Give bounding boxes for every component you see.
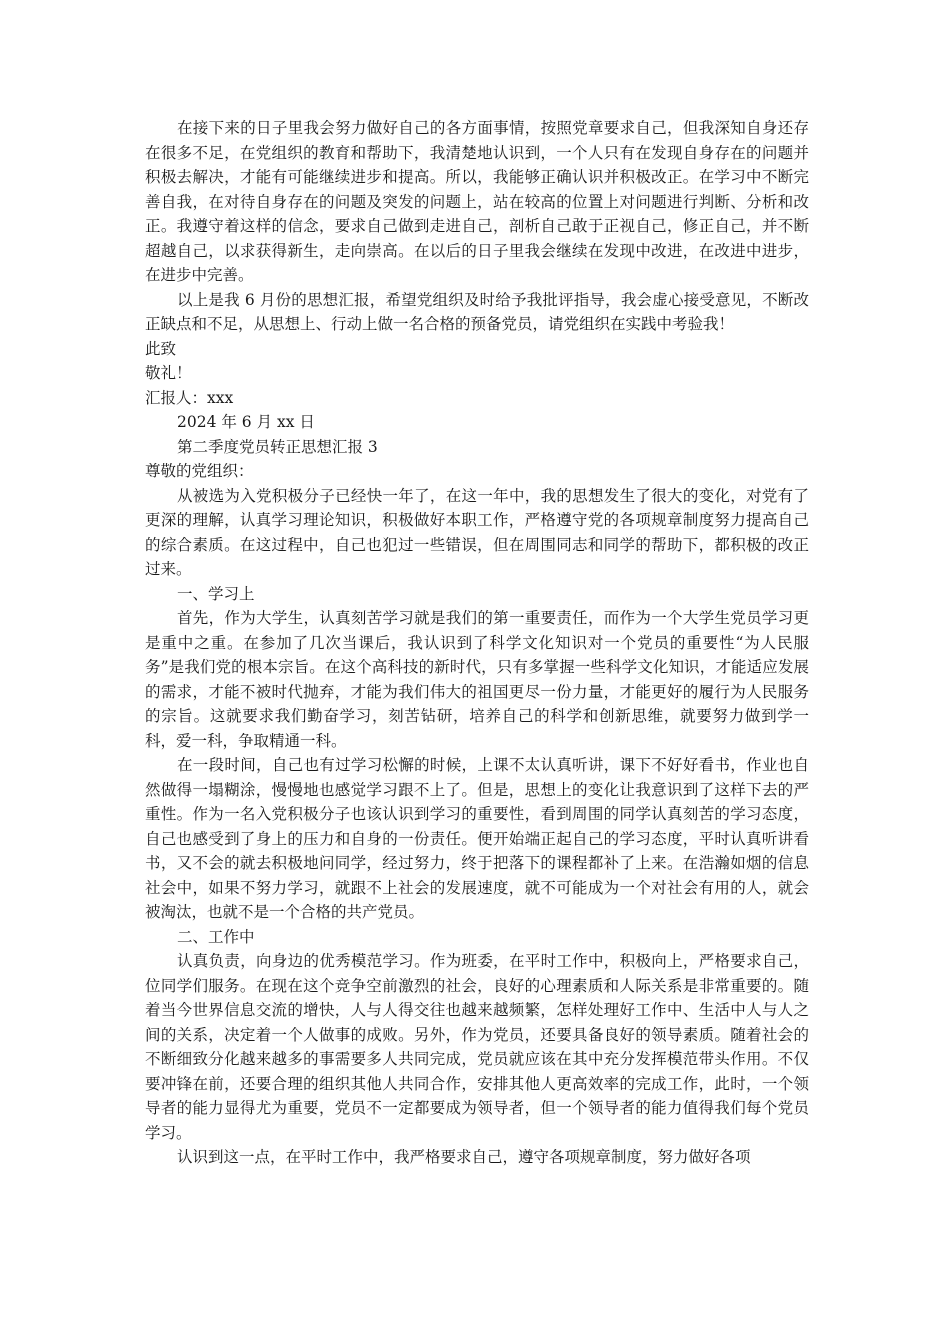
paragraph: 在接下来的日子里我会努力做好自己的各方面事情，按照党章要求自己，但我深知自身还存在很多不足，在党组织的教育和帮助下，我清楚地认识到，一个人只有在发现自身存在的问题并积极去解决，才能有可能继续进步和提高。所以，我能够正确认识并积极改正。在学习中不断完善自我，在对待自身存在的问题及突发的问题上，站在较高的位置上对问题进行判断、分析和改正。我遵守着这样的信念，要求自己做到走进自己，剖析自己敢于正视自己，修正自己，并不断超越自己，以求获得新生，走向崇高。在以后的日子里我会继续在发现中改进，在改进中进步，在进步中完善。: [145, 119, 809, 284]
closing-salute: 敬礼！: [145, 364, 192, 382]
paragraph: 认真负责，向身边的优秀模范学习。作为班委，在平时工作中，积极向上，严格要求自己，位同学们服务。在现在这个竞争空前激烈的社会，良好的心理素质和人际关系是非常重要的。随着当今世界信息交流的增快，人与人得交往也越来越频繁，怎样处理好工作中、生活中人与人之间的关系，决定着一个人做事的成败。另外，作为党员，还要具备良好的领导素质。随着社会的不断细致分化越来越多的事需要多人共同完成，党员就应该在其中充分发挥模范带头作用。不仅要冲锋在前，还要合理的组织其他人共同合作，安排其他人更高效率的完成工作，此时，一个领导者的能力显得尤为重要，党员不一定都要成为领导者，但一个领导者的能力值得我们每个党员学习。: [145, 952, 809, 1142]
paragraph: 首先，作为大学生，认真刻苦学习就是我们的第一重要责任，而作为一个大学生党员学习更是重中之重。在参加了几次当课后，我认识到了科学文化知识对一个党员的重要性“为人民服务”是我们党的根本宗旨。在这个高科技的新时代，只有多掌握一些科学文化知识，才能适应发展的需求，才能不被时代抛弃，才能为我们伟大的祖国更尽一份力量，才能更好的履行为人民服务的宗旨。这就要求我们勤奋学习，刻苦钻研，培养自己的科学和创新思维，就要努力做到学一科，爱一科，争取精通一科。: [145, 609, 809, 750]
section-title: 第二季度党员转正思想汇报 3: [177, 437, 378, 456]
section-heading-study: 一、学习上: [177, 584, 255, 603]
section-heading-work: 二、工作中: [177, 927, 255, 946]
report-date: 2024 年 6 月 xx 日: [177, 413, 315, 431]
paragraph: 在一段时间，自己也有过学习松懈的时候，上课不太认真听讲，课下不好好看书，作业也自然做得一塌糊涂，慢慢地也感觉学习跟不上了。但是，思想上的变化让我意识到了这样下去的严重性。作为一名入党积极分子也该认识到学习的重要性，看到周围的同学认真刻苦的学习态度，自己也感受到了身上的压力和自身的一份责任。便开始端正起自己的学习态度，平时认真听讲看书，又不会的就去积极地问同学，经过努力，终于把落下的课程都补了上来。在浩瀚如烟的信息社会中，如果不努力学习，就跟不上社会的发展速度，就不可能成为一个对社会有用的人，就会被淘汰，也就不是一个合格的共产党员。: [145, 756, 809, 921]
paragraph: 从被选为入党积极分子已经快一年了，在这一年中，我的思想发生了很大的变化，对党有了更深的理解，认真学习理论知识，积极做好本职工作，严格遵守党的各项规章制度努力提高自己的综合素质。在这过程中，自己也犯过一些错误，但在周围同志和同学的帮助下，都积极的改正过来。: [145, 486, 809, 578]
paragraph: 认识到这一点，在平时工作中，我严格要求自己，遵守各项规章制度，努力做好各项: [177, 1148, 751, 1166]
paragraph: 以上是我 6 月份的思想汇报，希望党组织及时给予我批评指导，我会虚心接受意见，不断改正缺点和不足，从思想上、行动上做一名合格的预备党员，请党组织在实践中考验我！: [145, 290, 809, 333]
reporter-line: 汇报人：xxx: [145, 388, 234, 407]
closing-salutation: 此致: [145, 339, 177, 358]
document-body: [145, 116, 809, 1170]
salutation: 尊敬的党组织：: [145, 462, 254, 480]
